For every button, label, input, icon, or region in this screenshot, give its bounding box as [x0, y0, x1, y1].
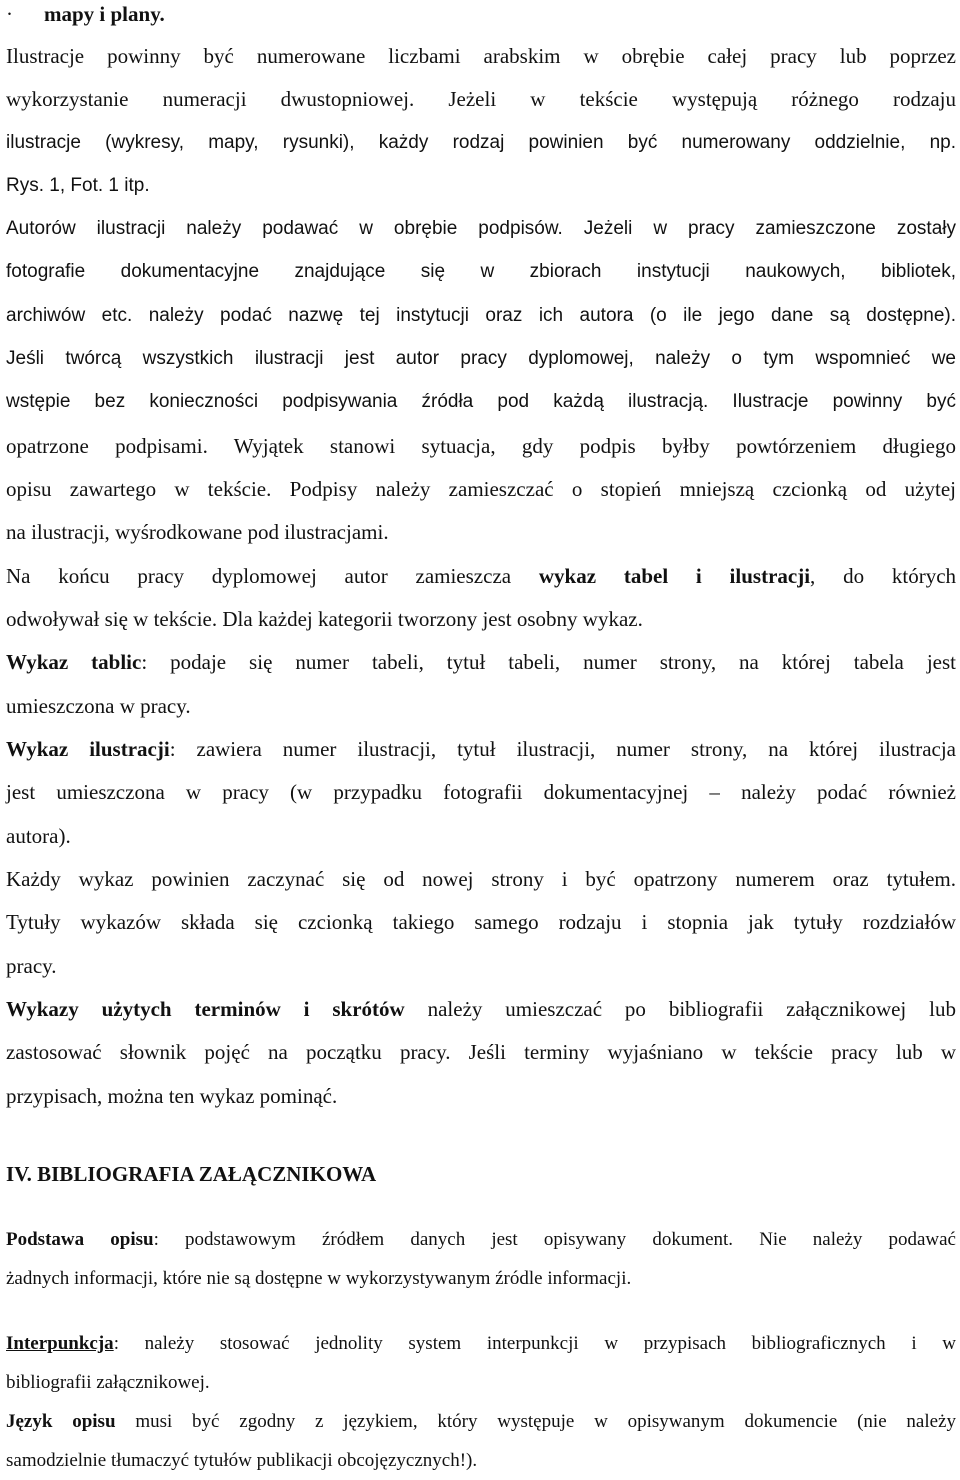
paragraph-line: pracy.	[6, 954, 57, 978]
paragraph-line: wstępie bez konieczności podpisywania źródła pod każdą ilustracją. Ilustracje powinny być	[6, 391, 956, 412]
paragraph-line: ilustracje (wykresy, mapy, rysunki), każdy rodzaj powinien być numerowany oddzielnie, np.	[6, 132, 956, 153]
text-run: : podaje się numer tabeli, tytuł tabeli, numer strony, na której tabela jest	[141, 650, 956, 674]
paragraph-line: umieszczona w pracy.	[6, 694, 191, 718]
text-run: musi być zgodny z językiem, który występuje w opisywanym dokumencie (nie należy	[115, 1411, 956, 1432]
paragraph-line	[6, 566, 956, 587]
paragraph-line	[6, 739, 956, 760]
paragraph-line: Jeśli twórcą wszystkich ilustracji jest autor pracy dyplomowej, należy o tym wspomnieć we	[6, 348, 956, 369]
bold-term: Język opisu	[6, 1411, 116, 1432]
bold-term: Podstawa opisu	[6, 1229, 154, 1250]
paragraph-line: żadnych informacji, które nie są dostępne w wykorzystywanym źródle informacji.	[6, 1268, 632, 1289]
paragraph-line	[6, 652, 956, 673]
paragraph-line: Autorów ilustracji należy podawać w obrębie podpisów. Jeżeli w pracy zamieszczone zostały	[6, 218, 956, 239]
bold-term: Wykaz tablic	[6, 650, 142, 674]
paragraph-line	[6, 999, 956, 1020]
paragraph-line: jest umieszczona w pracy (w przypadku fotografii dokumentacyjnej – należy podać również	[6, 780, 956, 804]
paragraph-line: opisu zawartego w tekście. Podpisy należy zamieszczać o stopień mniejszą czcionką od użytej	[6, 477, 956, 501]
paragraph-line: samodzielnie tłumaczyć tytułów publikacji obcojęzycznych!).	[6, 1450, 478, 1471]
paragraph-line	[6, 1412, 956, 1431]
paragraph-line: archiwów etc. należy podać nazwę tej instytucji oraz ich autora (o ile jego dane są dostępne).	[6, 305, 956, 326]
paragraph-line	[6, 1230, 956, 1249]
paragraph-line: Tytuły wykazów składa się czcionką takiego samego rodzaju i stopnia jak tytuły rozdziałów	[6, 910, 956, 934]
text-run: należy umieszczać po bibliografii załącznikowej lub	[404, 997, 956, 1021]
section-heading	[6, 1164, 376, 1185]
bullet-item	[6, 4, 165, 25]
bold-term: Wykaz ilustracji	[6, 737, 170, 761]
paragraph-line: zastosować słownik pojęć na początku pracy. Jeśli terminy wyjaśniano w tekście pracy lub w	[6, 1040, 956, 1064]
paragraph-line: fotografie dokumentacyjne znajdujące się w zbiorach instytucji naukowych, bibliotek,	[6, 261, 956, 282]
section-heading-text: IV. BIBLIOGRAFIA ZAŁĄCZNIKOWA	[6, 1162, 377, 1186]
bold-term: Wykazy użytych terminów i skrótów	[6, 997, 405, 1021]
bullet-text: mapy i plany.	[44, 2, 165, 26]
text-run: : należy stosować jednolity system interpunkcji w przypisach bibliograficznych i w	[113, 1333, 956, 1354]
bold-term: wykaz tabel i ilustracji	[538, 564, 811, 588]
text-run: : zawiera numer ilustracji, tytuł ilustracji, numer strony, na której ilustracja	[169, 737, 956, 761]
bold-term: Interpunkcja	[6, 1333, 114, 1354]
paragraph-line: wykorzystanie numeracji dwustopniowej. Jeżeli w tekście występują różnego rodzaju	[6, 87, 956, 111]
paragraph-line: na ilustracji, wyśrodkowane pod ilustracjami.	[6, 520, 389, 544]
paragraph-line: opatrzone podpisami. Wyjątek stanowi sytuacja, gdy podpis byłby powtórzeniem długiego	[6, 434, 956, 458]
bullet-marker: ·	[6, 2, 13, 26]
paragraph-line: Każdy wykaz powinien zaczynać się od nowej strony i być opatrzony numerem oraz tytułem.	[6, 867, 956, 891]
paragraph-line: autora).	[6, 824, 71, 848]
paragraph-line: bibliografii załącznikowej.	[6, 1372, 210, 1393]
paragraph-line: przypisach, można ten wykaz pominąć.	[6, 1084, 338, 1108]
paragraph-line: Ilustracje powinny być numerowane liczbami arabskim w obrębie całej pracy lub poprzez	[6, 44, 956, 68]
paragraph-line	[6, 1334, 956, 1353]
paragraph-line: odwoływał się w tekście. Dla każdej kategorii tworzony jest osobny wykaz.	[6, 607, 643, 631]
text-run: : podstawowym źródłem danych jest opisywany dokument. Nie należy podawać	[153, 1229, 956, 1250]
text-run: , do których	[810, 564, 957, 588]
text-run: Na końcu pracy dyplomowej autor zamieszcza	[6, 564, 539, 588]
paragraph-line: Rys. 1, Fot. 1 itp.	[6, 175, 150, 196]
